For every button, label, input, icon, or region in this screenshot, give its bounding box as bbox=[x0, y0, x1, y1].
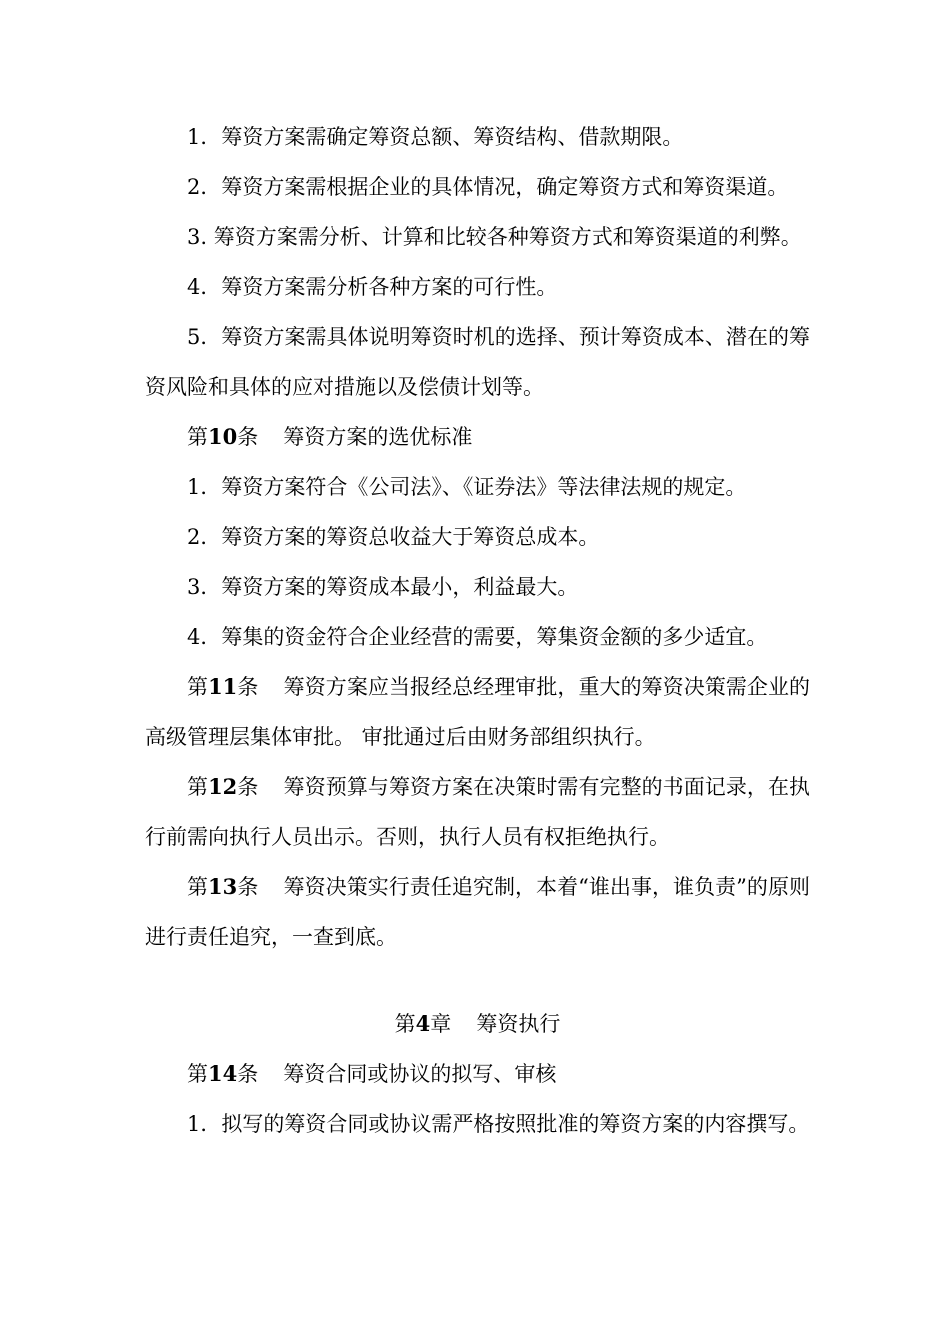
article-suffix: 条 bbox=[237, 875, 259, 899]
article-prefix: 第 bbox=[187, 675, 209, 699]
article-number: 10 bbox=[208, 424, 238, 449]
article-suffix: 条 bbox=[237, 775, 259, 799]
article-prefix: 第 bbox=[187, 875, 209, 899]
article-number: 13 bbox=[208, 874, 238, 899]
chapter-number: 4 bbox=[415, 1011, 431, 1036]
article-body: 筹资决策实行责任追究制，本着“谁出事，谁负责”的原则进行责任追究，一查到底。 bbox=[145, 875, 810, 949]
article-13 bbox=[145, 862, 810, 962]
list-item: 1．筹资方案符合《公司法》、《证券法》等法律法规的规定。 bbox=[187, 475, 747, 499]
article-12 bbox=[145, 762, 810, 862]
article-prefix: 第 bbox=[187, 775, 209, 799]
chapter-suffix: 章 bbox=[430, 1012, 452, 1036]
list-item: 3. 筹资方案需分析、计算和比较各种筹资方式和筹资渠道的利弊。 bbox=[187, 225, 802, 249]
document-page bbox=[145, 112, 810, 1149]
list-item: 3．筹资方案的筹资成本最小，利益最大。 bbox=[187, 575, 579, 599]
article-number: 12 bbox=[208, 774, 238, 799]
list-item: 2．筹资方案的筹资总收益大于筹资总成本。 bbox=[187, 525, 600, 549]
article-suffix: 条 bbox=[237, 675, 259, 699]
article-number: 14 bbox=[208, 1061, 238, 1086]
article-body: 筹资预算与筹资方案在决策时需有完整的书面记录，在执行前需向执行人员出示。否则，执行人员有权拒绝执行。 bbox=[145, 775, 811, 849]
article-suffix: 条 bbox=[237, 425, 259, 449]
article-10-heading bbox=[145, 412, 810, 462]
list-item: 2．筹资方案需根据企业的具体情况，确定筹资方式和筹资渠道。 bbox=[187, 175, 789, 199]
list-item: 1．拟写的筹资合同或协议需严格按照批准的筹资方案的内容撰写。 bbox=[187, 1112, 810, 1136]
article-prefix: 第 bbox=[187, 425, 208, 449]
list-item: 4．筹集的资金符合企业经营的需要，筹集资金额的多少适宜。 bbox=[187, 625, 768, 649]
list-item: 4．筹资方案需分析各种方案的可行性。 bbox=[187, 275, 558, 299]
chapter-prefix: 第 bbox=[394, 1012, 416, 1036]
article-title: 筹资方案的选优标准 bbox=[283, 425, 473, 449]
article-11 bbox=[145, 662, 810, 762]
list-item: 1．筹资方案需确定筹资总额、筹资结构、借款期限。 bbox=[187, 125, 684, 149]
article-number: 11 bbox=[208, 674, 238, 699]
list-item: 5．筹资方案需具体说明筹资时机的选择、预计筹资成本、潜在的筹资风险和具体的应对措施以及偿债计划等。 bbox=[145, 325, 810, 399]
chapter-4-heading bbox=[145, 999, 810, 1049]
article-prefix: 第 bbox=[187, 1062, 208, 1086]
article-14-heading bbox=[145, 1049, 810, 1099]
article-title: 筹资合同或协议的拟写、审核 bbox=[283, 1062, 557, 1086]
chapter-title: 筹资执行 bbox=[476, 1012, 561, 1036]
article-suffix: 条 bbox=[237, 1062, 259, 1086]
article-body: 筹资方案应当报经总经理审批，重大的筹资决策需企业的高级管理层集体审批。 审批通过后由财务部组织执行。 bbox=[145, 675, 811, 749]
